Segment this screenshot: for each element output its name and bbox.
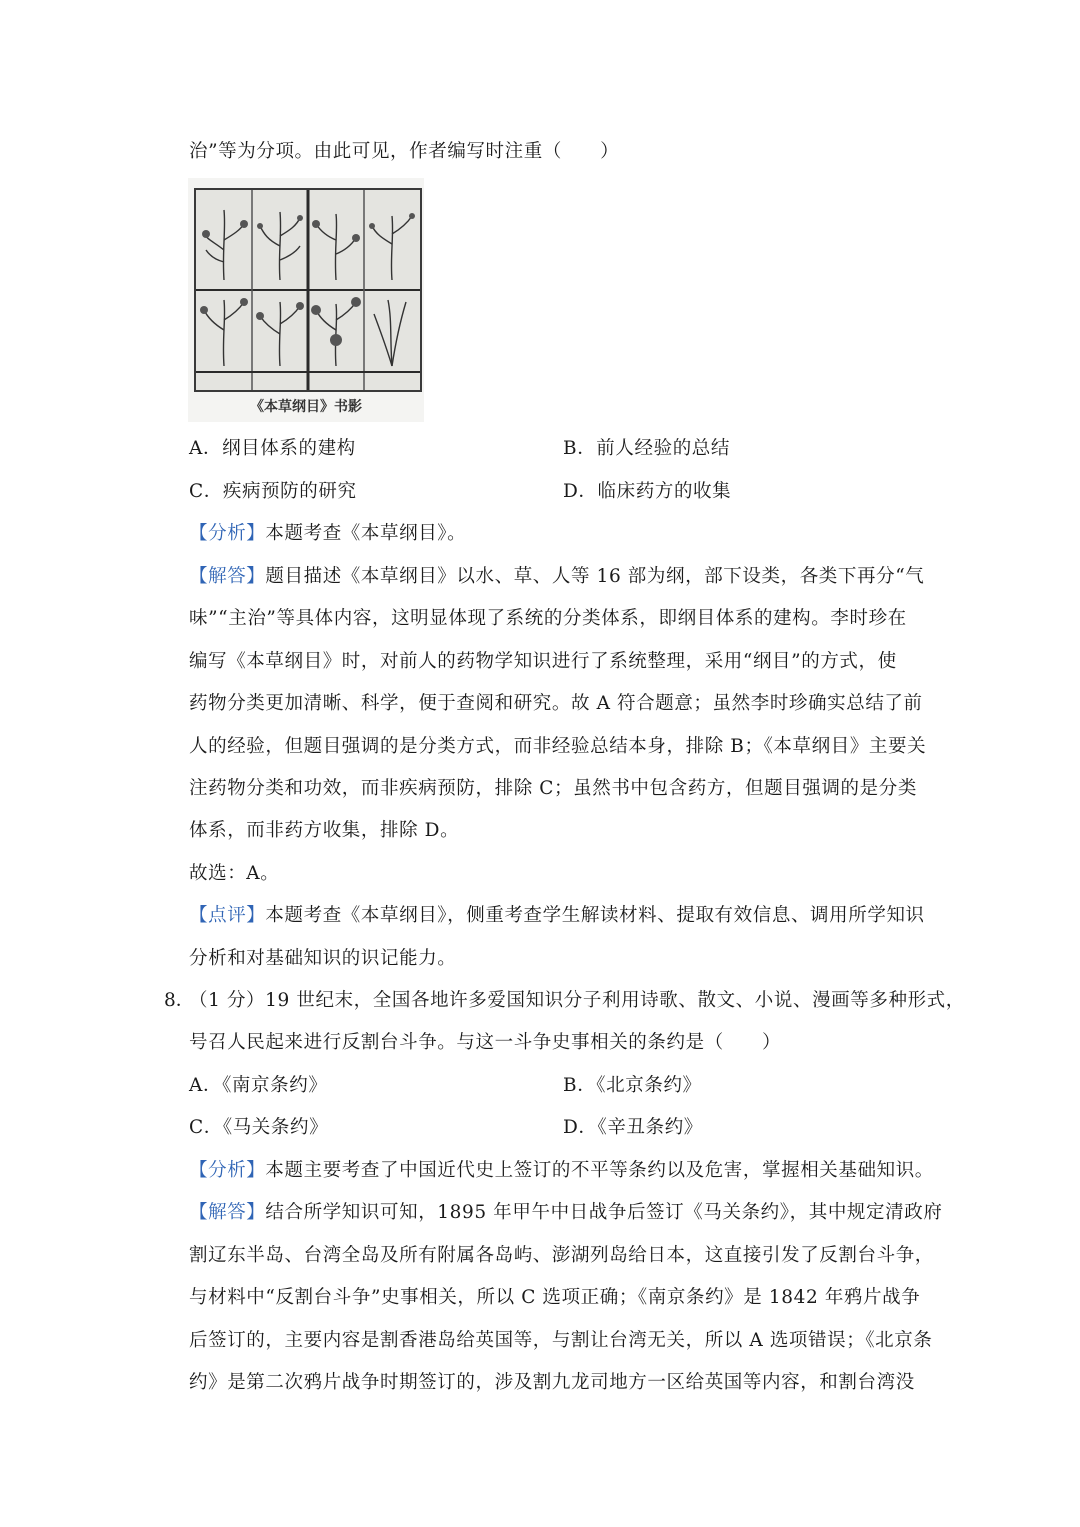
q8-stem-line: 号召人民起来进行反割台斗争。与这一斗争史事相关的条约是（ ） bbox=[189, 1032, 782, 1053]
q7-answer-line: 味”“主治”等具体内容，这明显体现了系统的分类体系，即纲目体系的建构。李时珍在 bbox=[189, 608, 907, 629]
q7-comment: 【点评】本题考查《本草纲目》，侧重考查学生解读材料、提取有效信息、调用所学知识 bbox=[189, 905, 925, 926]
q8-answer-line: 【解答】结合所学知识可知，1895 年甲午中日战争后签订《马关条约》，其中规定清政府 bbox=[189, 1202, 943, 1223]
q8-number: 8． bbox=[164, 990, 195, 1011]
q8-option-d: D．《辛丑条约》 bbox=[563, 1117, 703, 1138]
bencao-book-image bbox=[194, 188, 422, 392]
q7-answer-line: 体系，而非药方收集，排除 D。 bbox=[189, 820, 460, 841]
q7-comment-line: 分析和对基础知识的识记能力。 bbox=[189, 948, 457, 969]
analysis-tag: 【分析】 bbox=[189, 523, 266, 544]
q8-option-b: B．《北京条约》 bbox=[563, 1075, 702, 1096]
q7-answer-line: 人的经验，但题目强调的是分类方式，而非经验总结本身，排除 B；《本草纲目》主要关 bbox=[189, 736, 927, 757]
q7-answer-line: 编写《本草纲目》时，对前人的药物学知识进行了系统整理，采用“纲目”的方式，使 bbox=[189, 651, 897, 672]
q7-answer-line: 【解答】题目描述《本草纲目》以水、草、人等 16 部为纲，部下设类，各类下再分“气 bbox=[189, 566, 925, 587]
q7-answer-line: 药物分类更加清晰、科学，便于查阅和研究。故 A 符合题意；虽然李时珍确实总结了前 bbox=[189, 693, 923, 714]
figure-caption: 《本草纲目》书影 bbox=[250, 399, 362, 415]
q8-answer-line: 后签订的，主要内容是割香港岛给英国等，与割让台湾无关，所以 A 选项错误；《北京条 bbox=[189, 1330, 933, 1351]
q7-analysis: 【分析】本题考查《本草纲目》。 bbox=[189, 523, 467, 544]
q8-stem-line: （1 分）19 世纪末，全国各地许多爱国知识分子利用诗歌、散文、小说、漫画等多种形式， bbox=[189, 990, 965, 1011]
q7-answer-line: 注药物分类和功效，而非疾病预防，排除 C；虽然书中包含药方，但题目强调的是分类 bbox=[189, 778, 917, 799]
answer-tag: 【解答】 bbox=[189, 566, 266, 587]
q8-answer-line: 与材料中“反割台斗争”史事相关，所以 C 选项正确；《南京条约》是 1842 年鸦片战争 bbox=[189, 1287, 921, 1308]
q7-stem: 治”等为分项。由此可见，作者编写时注重（ ） bbox=[189, 141, 620, 162]
bencao-figure bbox=[188, 178, 424, 422]
q7-option-b: B．前人经验的总结 bbox=[563, 438, 730, 459]
q8-answer-line: 割辽东半岛、台湾全岛及所有附属各岛屿、澎湖列岛给日本，这直接引发了反割台斗争， bbox=[189, 1245, 934, 1266]
q8-answer-line: 约》是第二次鸦片战争时期签订的，涉及割九龙司地方一区给英国等内容，和割台湾没 bbox=[189, 1372, 915, 1393]
answer-tag: 【解答】 bbox=[189, 1202, 266, 1223]
q8-option-a: A．《南京条约》 bbox=[189, 1075, 328, 1096]
q7-option-c: C．疾病预防的研究 bbox=[189, 481, 357, 502]
q7-choice: 故选：A。 bbox=[189, 863, 280, 884]
q7-option-a: A．纲目体系的建构 bbox=[189, 438, 356, 459]
q7-option-d: D．临床药方的收集 bbox=[563, 481, 732, 502]
q8-analysis: 【分析】本题主要考查了中国近代史上签订的不平等条约以及危害，掌握相关基础知识。 bbox=[189, 1160, 934, 1181]
analysis-tag: 【分析】 bbox=[189, 1160, 266, 1181]
q8-option-c: C．《马关条约》 bbox=[189, 1117, 329, 1138]
comment-tag: 【点评】 bbox=[189, 905, 266, 926]
herb-illustration-icon bbox=[196, 190, 420, 390]
